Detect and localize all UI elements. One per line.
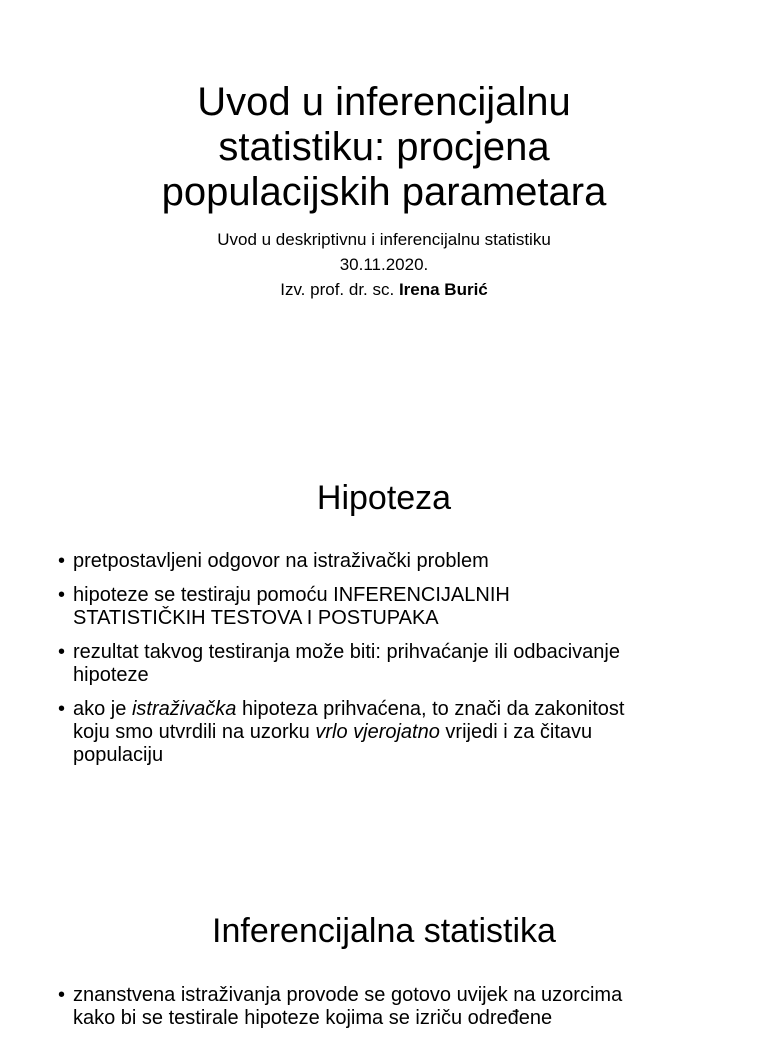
title-line-1: Uvod u inferencijalnu: [197, 80, 571, 124]
title-slide: [0, 80, 768, 302]
list-item: • ako je istraživačka hipoteza prihvaćena, to znači da zakonitost koju smo utvrdili na uzorku vrlo vjerojatno vrijedi i za čitavu populaciju: [58, 698, 738, 767]
author-prefix: Izv. prof. dr. sc.: [280, 280, 395, 299]
inferential-bullet-list: [58, 984, 738, 1041]
inferential-slide: [0, 911, 768, 951]
list-item: • pretpostavljeni odgovor na istraživački problem: [58, 550, 738, 573]
course-name: Uvod u deskriptivnu i inferencijalnu statistiku: [217, 230, 551, 249]
title-line-2: statistiku: procjena: [218, 125, 550, 169]
author-line: [0, 277, 768, 302]
author-name: Irena Burić: [398, 280, 488, 299]
list-item: • rezultat takvog testiranja može biti: prihvaćanje ili odbacivanje hipoteze: [58, 641, 738, 687]
list-item: • hipoteze se testiraju pomoću INFERENCIJALNIH STATISTIČKIH TESTOVA I POSTUPAKA: [58, 584, 738, 630]
hypothesis-bullet-list: [58, 550, 738, 778]
presentation-date: 30.11.2020.: [339, 255, 429, 274]
presentation-title: [0, 80, 768, 215]
inferential-heading: Inferencijalna statistika: [212, 912, 556, 950]
list-item: • znanstvena istraživanja provode se gotovo uvijek na uzorcima kako bi se testirale hipoteze kojima se izriču određene: [58, 984, 738, 1030]
hypothesis-slide: [0, 478, 768, 518]
title-line-3: populacijskih parametara: [161, 170, 607, 214]
hypothesis-heading: Hipoteza: [316, 479, 452, 517]
